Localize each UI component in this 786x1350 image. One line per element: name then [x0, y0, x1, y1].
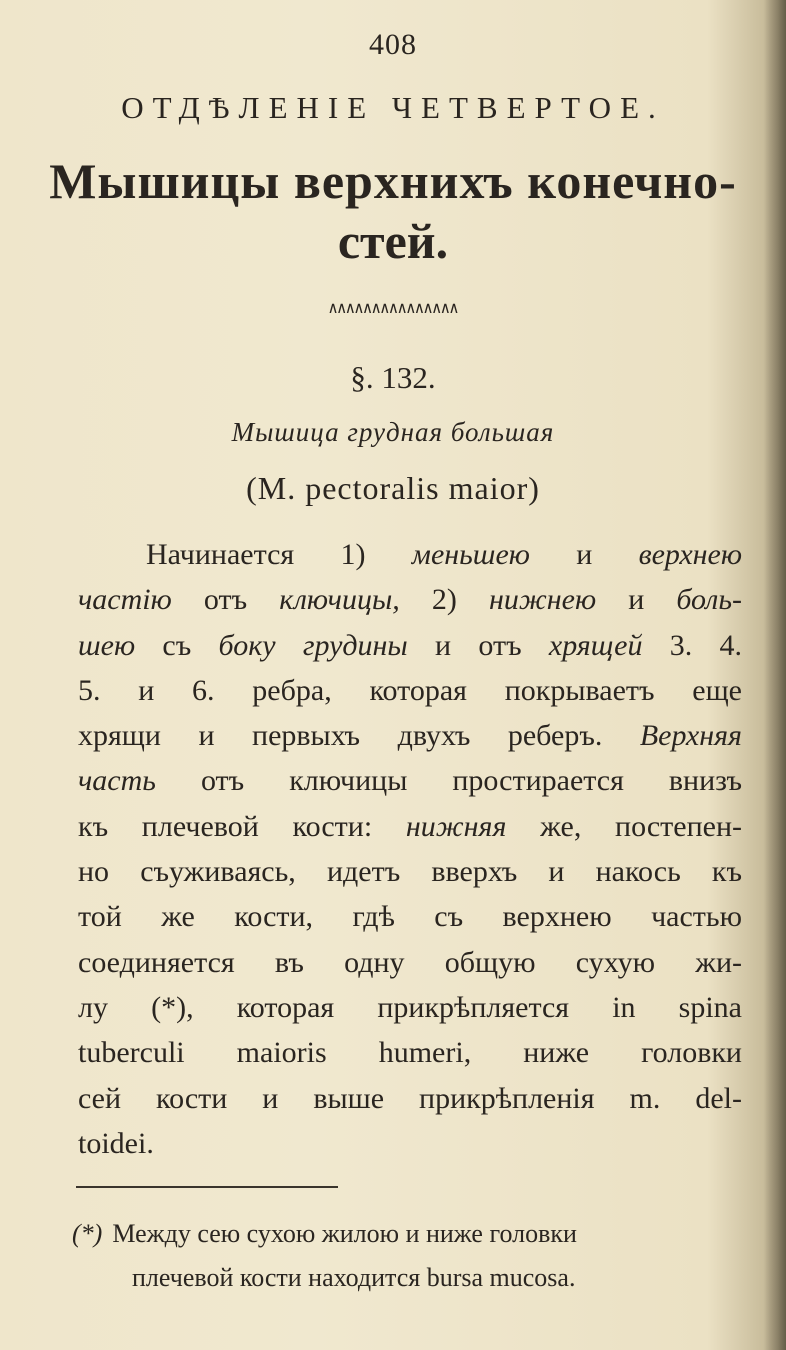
text-segment: toidei. [78, 1126, 154, 1160]
text-line [78, 758, 742, 803]
text-segment: къ плечевой кости: [78, 809, 406, 843]
text-line [78, 804, 742, 849]
footnote [72, 1212, 742, 1300]
text-line [78, 577, 742, 622]
italic-term: меньшею [411, 538, 530, 571]
text-segment: же, постепен- [506, 809, 743, 843]
footnote-line-1 [72, 1212, 742, 1256]
text-segment: и [529, 538, 639, 571]
italic-term: верхнею [638, 538, 742, 571]
text-line [78, 532, 742, 577]
text-segment: лу (*), которая прикрѣпляется in spina [78, 990, 742, 1024]
text-segment: съ [135, 628, 219, 662]
section-heading: ОТДѢЛЕНІЕ ЧЕТВЕРТОЕ. [121, 90, 665, 125]
ornamental-divider: ∧∧∧∧∧∧∧∧∧∧∧∧∧∧∧ [328, 298, 458, 317]
text-segment: 3. 4. [642, 628, 743, 662]
text-line [78, 1076, 742, 1121]
italic-term: нижнею [488, 583, 597, 617]
footnote-rule [76, 1186, 338, 1188]
text-segment: tuberculi maioris humeri, ниже головки [78, 1036, 742, 1070]
text-segment: и [596, 583, 677, 617]
text-line [78, 849, 742, 894]
italic-term: боль- [676, 583, 743, 617]
body-paragraph [78, 532, 742, 1166]
footnote-marker: (*) [72, 1219, 103, 1248]
text-line [78, 623, 742, 668]
text-line [78, 1121, 742, 1166]
text-segment: той же кости, гдѣ съ верхнею частью [78, 900, 742, 934]
italic-term: нижняя [405, 809, 507, 843]
text-segment: хрящи и первыхъ двухъ реберъ. [78, 719, 640, 753]
footnote-line-2: плечевой кости находится bursa mucosa. [132, 1263, 576, 1292]
paragraph-number: §. 132. [350, 360, 436, 395]
latin-name: (M. pectoralis maior) [246, 470, 540, 506]
text-segment: отъ ключицы простирается внизъ [155, 764, 742, 798]
text-segment: 5. и 6. ребра, которая покрываетъ еще [78, 673, 742, 707]
text-line [78, 940, 742, 985]
chapter-title-line-1: Мышицы верхнихъ конечно- [49, 153, 737, 209]
italic-term: ключицы, [279, 583, 400, 617]
text-line [78, 713, 742, 758]
text-segment: и отъ [407, 628, 549, 662]
page-number: 408 [369, 28, 417, 61]
italic-term: часть [78, 764, 156, 798]
muscle-name-heading: Мышица грудная большая [231, 417, 555, 447]
italic-term: частію [78, 583, 172, 617]
text-segment: соединяется въ одну общую сухую жи- [78, 945, 742, 979]
text-line [78, 985, 742, 1030]
italic-term: боку грудины [218, 628, 408, 662]
text-line [78, 668, 742, 713]
italic-term: хрящей [548, 628, 643, 662]
text-segment: но съуживаясь, идетъ вверхъ и накось къ [78, 855, 742, 889]
text-segment: Начинается 1) [146, 538, 412, 571]
text-line [78, 1030, 742, 1075]
text-segment: 2) [399, 583, 489, 617]
text-segment: отъ [171, 583, 280, 617]
italic-term: шею [78, 628, 136, 662]
text-line [78, 894, 742, 939]
italic-term: Верхняя [639, 719, 742, 753]
footnote-text-1: Между сею сухою жилою и ниже головки [112, 1219, 577, 1248]
chapter-title-line-2: стей. [337, 213, 449, 269]
text-segment: сей кости и выше прикрѣпленія m. del- [78, 1081, 742, 1115]
